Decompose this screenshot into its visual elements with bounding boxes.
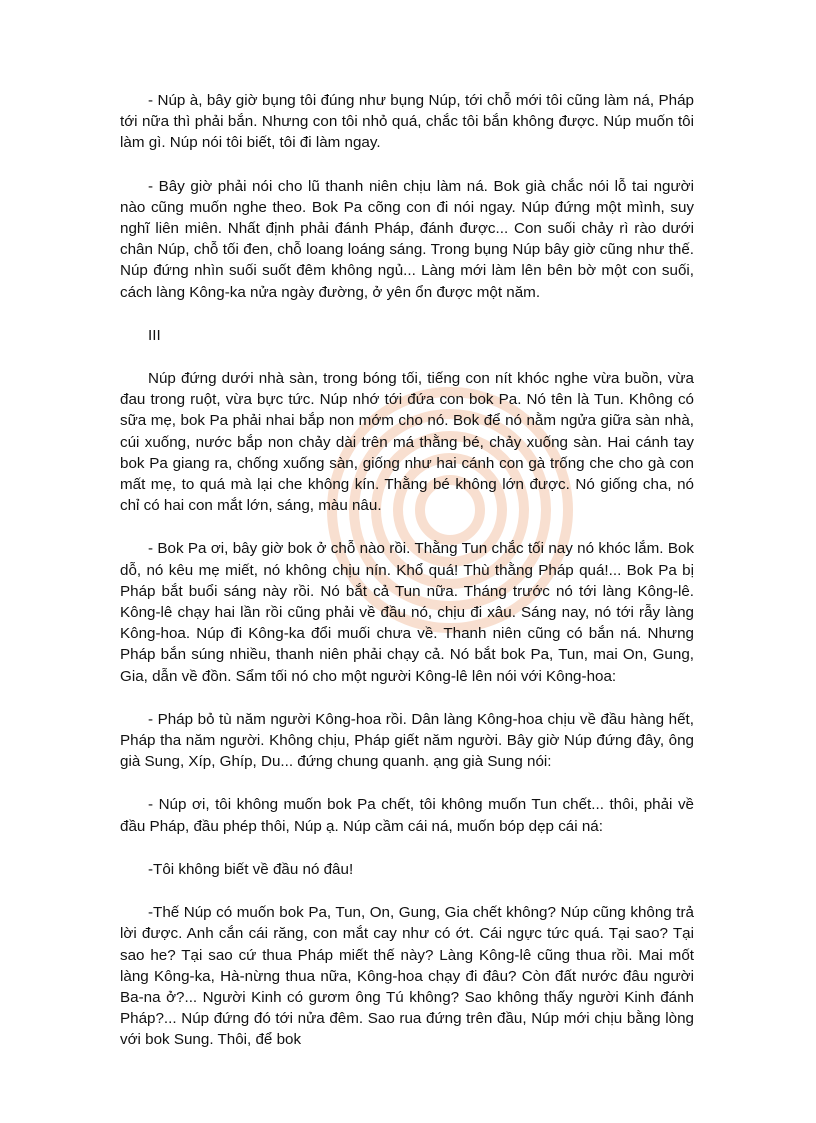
paragraph: -Tôi không biết về đầu nó đâu! (148, 860, 354, 878)
paragraph: -Thế Núp có muốn bok Pa, Tun, On, Gung, Gia chết không? Núp cũng không trả lời được. Anh cắn cái răng, con mắt cay như có ớt. Cái ngực tức quá. Tại sao? Tại sao he? Tại sao cứ thua Pháp miết thế này? Làng Kông-lê cũng thua rồi. Mai mốt làng Kông-ka, Hà-nừng thua nữa, Kông-hoa chạy đi đâu? Còn đất nước đâu người Ba-na ở?... Người Kinh có gươm ông Tú không? Sao không thấy người Kinh đánh Pháp?... Núp đứng đó tới nửa đêm. Sao rua đứng trên đầu, Núp mới chịu bằng lòng với bok Sung. Thôi, để bok (120, 904, 694, 1049)
paragraph: - Núp à, bây giờ bụng tôi đúng như bụng Núp, tới chỗ mới tôi cũng làm ná, Pháp tới nữa thì phải bắn. Nhưng con tôi nhỏ quá, chắc tôi bắn không được. Núp muốn tôi làm gì. Núp nói tôi biết, tôi đi làm ngay. (120, 92, 694, 152)
paragraph: - Bok Pa ơi, bây giờ bok ở chỗ nào rồi. Thằng Tun chắc tối nay nó khóc lắm. Bok dỗ, nó kêu mẹ miết, nó không chịu nín. Khổ quá! Thù thằng Pháp quá!... Bok Pa bị Pháp bắt buổi sáng này rồi. Nó bắt cả Tun nữa. Tháng trước nó tới làng Kông-lê. Kông-lê chạy hai lần rồi cũng phải về đầu nó, chịu đi xâu. Sáng nay, nó tới rẫy làng Kông-hoa. Núp đi Kông-ka đổi muối chưa về. Thanh niên cũng có bắn ná. Nhưng Pháp bắn súng nhiều, thanh niên phải chạy cả. Nó bắt bok Pa, Tun, mai On, Gung, Gia, dẫn về đồn. Sẩm tối nó cho một người Kông-lê lên nói với Kông-hoa: (120, 540, 694, 685)
paragraph: - Pháp bỏ tù năm người Kông-hoa rồi. Dân làng Kông-hoa chịu về đầu hàng hết, Pháp tha năm người. Không chịu, Pháp giết năm người. Bây giờ Núp đứng đây, ông già Sung, Xíp, Ghíp, Du... đứng chung quanh. ạng già Sung nói: (120, 710, 694, 771)
paragraph: - Núp ơi, tôi không muốn bok Pa chết, tôi không muốn Tun chết... thôi, phải về đầu Pháp, đầu phép thôi, Núp ạ. Núp cầm cái ná, muốn bóp dẹp cái ná: (120, 796, 694, 835)
section-heading: III (148, 326, 161, 344)
paragraph: - Bây giờ phải nói cho lũ thanh niên chịu làm ná. Bok già chắc nói lỗ tai người nào cũng muốn nghe theo. Bok Pa cõng con đi nói ngay. Núp đứng một mình, suy nghĩ liên miên. Nhất định phải đánh Pháp, đánh được... Con suối chảy rì rào dưới chân Núp, chỗ tối đen, chỗ loang loáng sáng. Trong bụng Núp bây giờ cũng như thế. Núp đứng nhìn suối suốt đêm không ngủ... Làng mới làm lên bên bờ một con suối, cách làng Kông-ka nửa ngày đường, ở yên ổn được một năm. (120, 177, 694, 301)
paragraph: Núp đứng dưới nhà sàn, trong bóng tối, tiếng con nít khóc nghe vừa buồn, vừa đau trong ruột, vừa bực tức. Núp nhớ tới đứa con bok Pa. Nó tên là Tun. Không có sữa mẹ, bok Pa phải nhai bắp non mớm cho nó. Bok để nó nằm ngửa giữa sàn nhà, cúi xuống, nước bắp non chảy dài trên má thằng bé, chảy xuống sàn. Hai cánh tay bok Pa giang ra, chống xuống sàn, giống như hai cánh con gà trống che cho gà con mất mẹ, to quá mà lại che không kín. Thằng bé không lớn được. Nó giống cha, nó chỉ có hai con mắt lớn, sáng, màu nâu. (120, 370, 694, 515)
document-body (120, 90, 694, 1073)
